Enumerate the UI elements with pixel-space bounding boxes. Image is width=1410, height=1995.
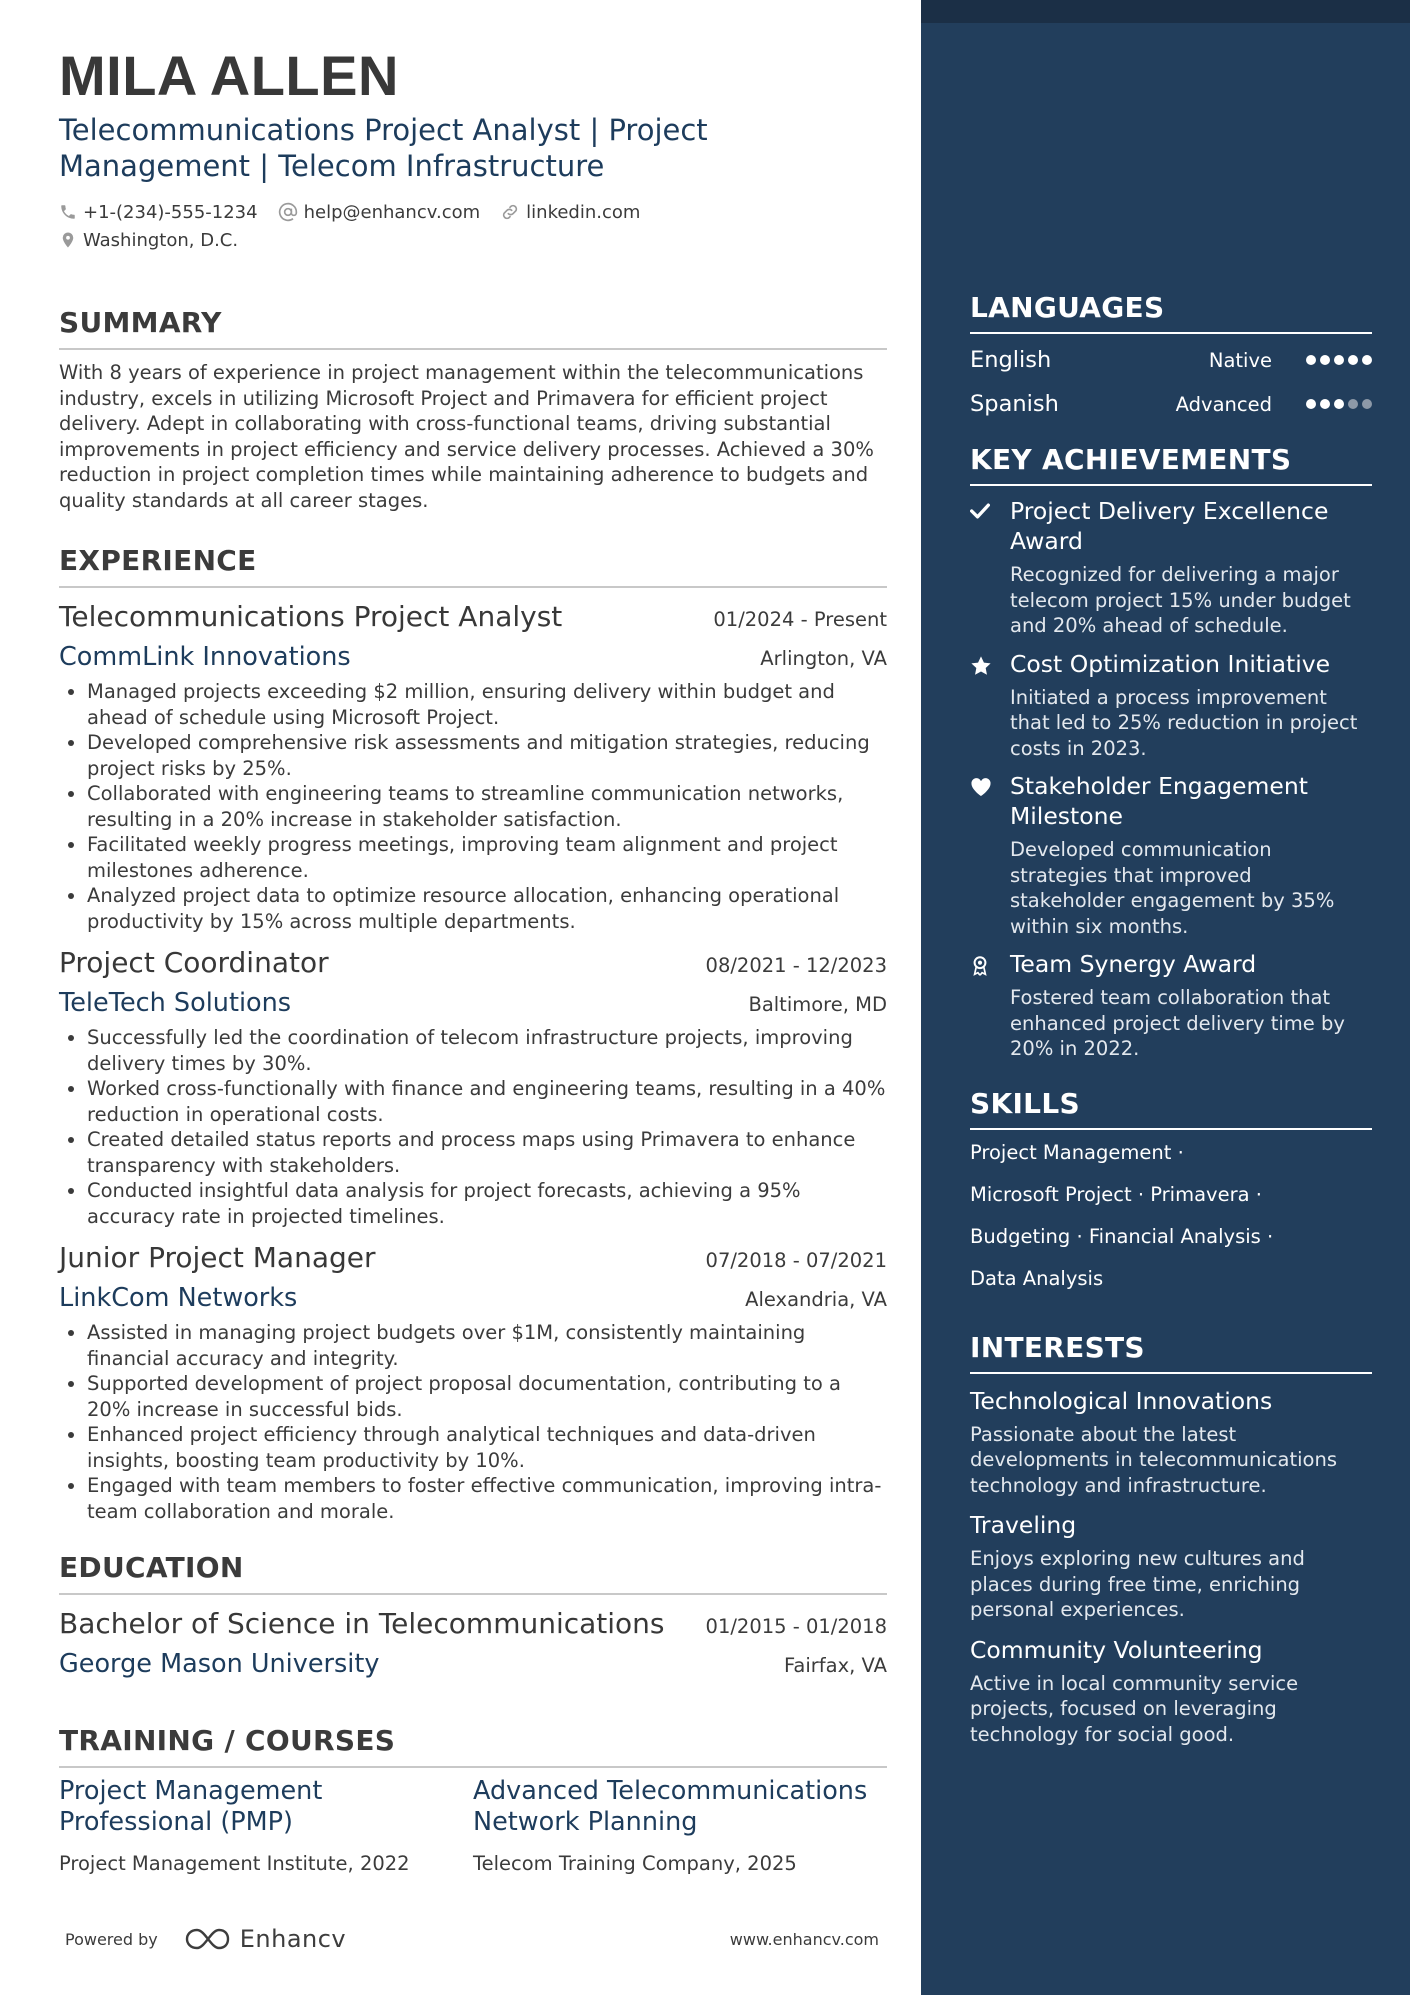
sidebar-top-band (921, 0, 1410, 23)
bullet-item: • Supported development of project proposal documentation, contributing to a 20% increase in successful bids. (87, 1371, 887, 1422)
award-icon (970, 955, 990, 977)
job-location: Baltimore, MD (748, 993, 887, 1016)
location-contact (59, 230, 238, 251)
interest-desc: Active in local community service projects, focused on leveraging technology for social good. (970, 1671, 1299, 1746)
achievement-desc: Fostered team collaboration that enhanced project delivery time by 20% in 2022. (1010, 986, 1345, 1060)
achievement-desc: Developed communication strategies that improved stakeholder engagement by 35% within six months. (1010, 838, 1335, 938)
footer (65, 1925, 879, 1953)
rating-dot (1362, 399, 1372, 409)
achievement-item (970, 771, 1372, 939)
job-dates: 01/2024 - Present (713, 608, 887, 631)
achievement-title: Stakeholder Engagement Milestone (1010, 772, 1308, 830)
job-bullets (59, 1025, 887, 1229)
phone-icon (59, 203, 77, 221)
language-item (970, 382, 1372, 426)
bullet-item: • Conducted insightful data analysis for project forecasts, achieving a 95% accuracy rate in projected timelines. (87, 1178, 887, 1229)
interests-heading: INTERESTS (970, 1330, 1372, 1374)
language-rating (1302, 399, 1372, 409)
skills-list (970, 1132, 1372, 1300)
contact-info (59, 198, 887, 254)
bullet-item: • Assisted in managing project budgets over $1M, consistently maintaining financial accuracy and integrity. (87, 1320, 887, 1371)
achievement-item (970, 496, 1372, 639)
training-list (59, 1776, 887, 1875)
company-name: LinkCom Networks (59, 1283, 298, 1313)
training-item (473, 1776, 887, 1875)
achievement-item (970, 949, 1372, 1062)
sidebar (921, 0, 1410, 1995)
footer-url[interactable]: www.enhancv.com (729, 1929, 879, 1949)
training-provider: Telecom Training Company, 2025 (473, 1852, 797, 1875)
interest-item (970, 1633, 1372, 1748)
candidate-name: MILA ALLEN (59, 44, 399, 107)
school-name: George Mason University (59, 1649, 380, 1679)
training-provider: Project Management Institute, 2022 (59, 1852, 410, 1875)
education-dates: 01/2015 - 01/2018 (705, 1615, 887, 1638)
job-title: Telecommunications Project Analyst (59, 600, 563, 633)
achievement-title: Project Delivery Excellence Award (1010, 497, 1329, 555)
check-icon (970, 502, 990, 520)
language-rating (1302, 355, 1372, 365)
star-icon (970, 655, 992, 677)
bullet-item: • Facilitated weekly progress meetings, improving team alignment and project milestones adherence. (87, 832, 887, 883)
training-heading: TRAINING / COURSES (59, 1724, 887, 1768)
language-name: Spanish (970, 391, 1059, 417)
rating-dot (1348, 355, 1358, 365)
interest-title: Traveling (970, 1511, 1077, 1539)
linkedin-text: linkedin.com (526, 201, 641, 223)
job-bullets (59, 1320, 887, 1524)
achievement-title: Team Synergy Award (1010, 950, 1257, 978)
company-name: TeleTech Solutions (59, 988, 292, 1018)
skills-heading: SKILLS (970, 1086, 1372, 1130)
location-text: Washington, D.C. (83, 229, 239, 251)
bullet-item: • Engaged with team members to foster effective communication, improving intra-team collaboration and morale. (87, 1473, 887, 1524)
achievement-desc: Recognized for delivering a major telecom project 15% under budget and 20% ahead of schedule. (1010, 563, 1351, 637)
linkedin-contact[interactable] (500, 202, 640, 223)
job-title: Junior Project Manager (59, 1241, 376, 1274)
education-heading: EDUCATION (59, 1551, 887, 1595)
achievements-heading: KEY ACHIEVEMENTS (970, 442, 1372, 486)
bullet-item: • Worked cross-functionally with finance and engineering teams, resulting in a 40% reduction in operational costs. (87, 1076, 887, 1127)
powered-by-label: Powered by (65, 1929, 158, 1949)
enhancv-logo-icon (184, 1926, 232, 1952)
rating-dot (1320, 355, 1330, 365)
rating-dot (1334, 355, 1344, 365)
job-bullets (59, 679, 887, 934)
job-dates: 08/2021 - 12/2023 (705, 954, 887, 977)
bullet-item: • Analyzed project data to optimize resource allocation, enhancing operational productivity by 15% across multiple departments. (87, 883, 887, 934)
training-name: Project Management Professional (PMP) (59, 1776, 323, 1837)
phone-text: +1-(234)-555-1234 (83, 201, 258, 223)
language-item (970, 338, 1372, 382)
at-icon (278, 202, 298, 222)
job-dates: 07/2018 - 07/2021 (705, 1249, 887, 1272)
training-name: Advanced Telecommunications Network Planning (473, 1776, 868, 1837)
skill-line: Budgeting · Financial Analysis · (970, 1224, 1274, 1248)
main-column (59, 40, 887, 1875)
interest-item (970, 1384, 1372, 1499)
job-entry (59, 1238, 887, 1524)
language-level: Advanced (1175, 392, 1272, 416)
interest-desc: Passionate about the latest developments in telecommunications technology and infrastructure. (970, 1422, 1337, 1497)
skill-line: Project Management · (970, 1140, 1184, 1164)
heart-icon (970, 777, 992, 797)
footer-brand (65, 1925, 346, 1953)
company-name: CommLink Innovations (59, 642, 351, 672)
rating-dot (1306, 399, 1316, 409)
job-location: Arlington, VA (760, 647, 887, 670)
rating-dot (1334, 399, 1344, 409)
achievement-item (970, 649, 1372, 762)
interest-item (970, 1508, 1372, 1623)
email-text: help@enhancv.com (303, 201, 481, 223)
job-entry (59, 597, 887, 934)
language-level: Native (1208, 348, 1272, 372)
job-title: Project Coordinator (59, 946, 329, 979)
bullet-item: • Collaborated with engineering teams to streamline communication networks, resulting in a 20% increase in stakeholder satisfaction. (87, 781, 887, 832)
skill-line: Microsoft Project · Primavera · (970, 1182, 1262, 1206)
skill-line: Data Analysis (970, 1266, 1104, 1290)
degree: Bachelor of Science in Telecommunications (59, 1607, 665, 1640)
summary-text: With 8 years of experience in project management within the telecommunications industry, excels in utilizing Microsoft Project and Primavera for efficient project delivery. Adept in collaborating with cross-functional teams, driving substantial improvements in project efficiency and service delivery processes. Achieved a 30% reduction in project completion times while maintaining adherence to budgets and quality standards at all career stages. (59, 361, 874, 512)
interest-desc: Enjoys exploring new cultures and places during free time, enriching personal experiences. (970, 1547, 1305, 1621)
experience-heading: EXPERIENCE (59, 544, 887, 588)
interest-title: Community Volunteering (970, 1635, 1263, 1664)
summary-heading: SUMMARY (59, 306, 887, 350)
school-location: Fairfax, VA (784, 1654, 887, 1677)
rating-dot (1348, 399, 1358, 409)
bullet-item: • Developed comprehensive risk assessments and mitigation strategies, reducing project risks by 25%. (87, 730, 887, 781)
bullet-item: • Managed projects exceeding $2 million, ensuring delivery within budget and ahead of schedule using Microsoft Project. (87, 679, 887, 730)
language-name: English (970, 347, 1052, 373)
education-entry (59, 1604, 887, 1684)
job-location: Alexandria, VA (745, 1288, 887, 1311)
rating-dot (1306, 355, 1316, 365)
sidebar-content (970, 290, 1372, 1747)
phone-contact[interactable] (59, 202, 258, 223)
link-icon (500, 202, 520, 222)
job-entry (59, 943, 887, 1229)
rating-dot (1362, 355, 1372, 365)
interest-title: Technological Innovations (970, 1386, 1273, 1415)
languages-heading: LANGUAGES (970, 290, 1372, 334)
training-item (59, 1776, 473, 1875)
rating-dot (1320, 399, 1330, 409)
bullet-item: • Created detailed status reports and process maps using Primavera to enhance transparency with stakeholders. (87, 1127, 887, 1178)
bullet-item: • Enhanced project efficiency through analytical techniques and data-driven insights, boosting team productivity by 10%. (87, 1422, 887, 1473)
achievement-title: Cost Optimization Initiative (1010, 649, 1331, 678)
location-pin-icon (59, 230, 77, 250)
bullet-item: • Successfully led the coordination of telecom infrastructure projects, improving delivery times by 30%. (87, 1025, 887, 1076)
brand-name: Enhancv (239, 1925, 347, 1953)
headline: Telecommunications Project Analyst | Project Management | Telecom Infrastructure (59, 113, 708, 183)
email-contact[interactable] (278, 202, 481, 223)
achievement-desc: Initiated a process improvement that led to 25% reduction in project costs in 2023. (1010, 685, 1358, 760)
